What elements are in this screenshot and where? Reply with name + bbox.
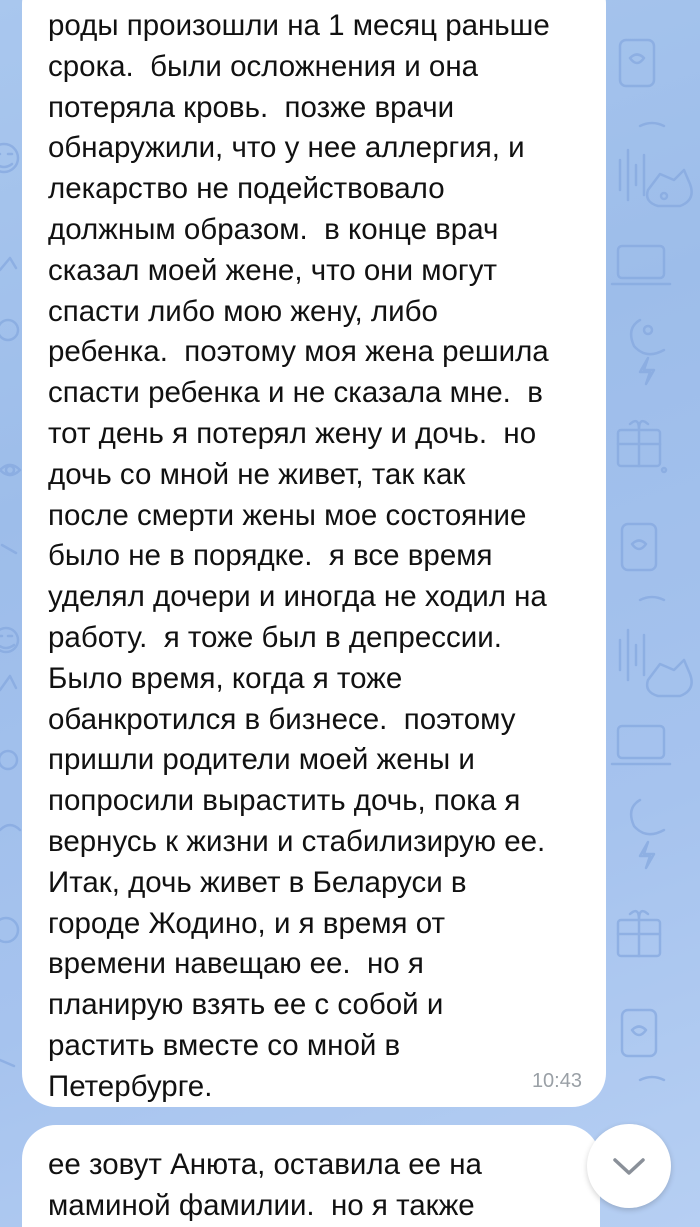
message-text: ее зовут Анюта, оставила ее на маминой фамилии. но я также — [48, 1148, 482, 1222]
message-timestamp: 10:43 — [531, 1070, 582, 1092]
scroll-to-bottom-button[interactable] — [587, 1124, 671, 1208]
chevron-down-icon — [609, 1154, 649, 1178]
message-bubble[interactable] — [22, 0, 606, 1107]
message-text: роды произошли на 1 месяц раньше срока. были осложнения и она потеряла кровь. позже врачи обнаружили, что у нее аллергия, и лекарство не подействовало должным образом. в конце врач сказал моей жене, что они могут спасти либо мою жену, либо ребенка. поэтому моя жена решила спасти ребенка и не сказала мне. в тот день я потерял жену и дочь. но дочь со мной не живет, так как после смерти жены мое состояние было не в порядке. я все время уделял дочери и иногда не ходил на работу. я тоже был в депрессии. Было время, когда я тоже обанкротился в бизнесе. поэтому пришли родители моей жены и попросили вырастить дочь, пока я вернусь к жизни и стабилизирую ее. Итак, дочь живет в Беларуси в городе Жодино, и я время от времени навещаю ее. но я планирую взять ее с собой и растить вместе со мной в Петербурге. — [48, 9, 550, 1103]
message-bubble[interactable] — [22, 1125, 600, 1227]
